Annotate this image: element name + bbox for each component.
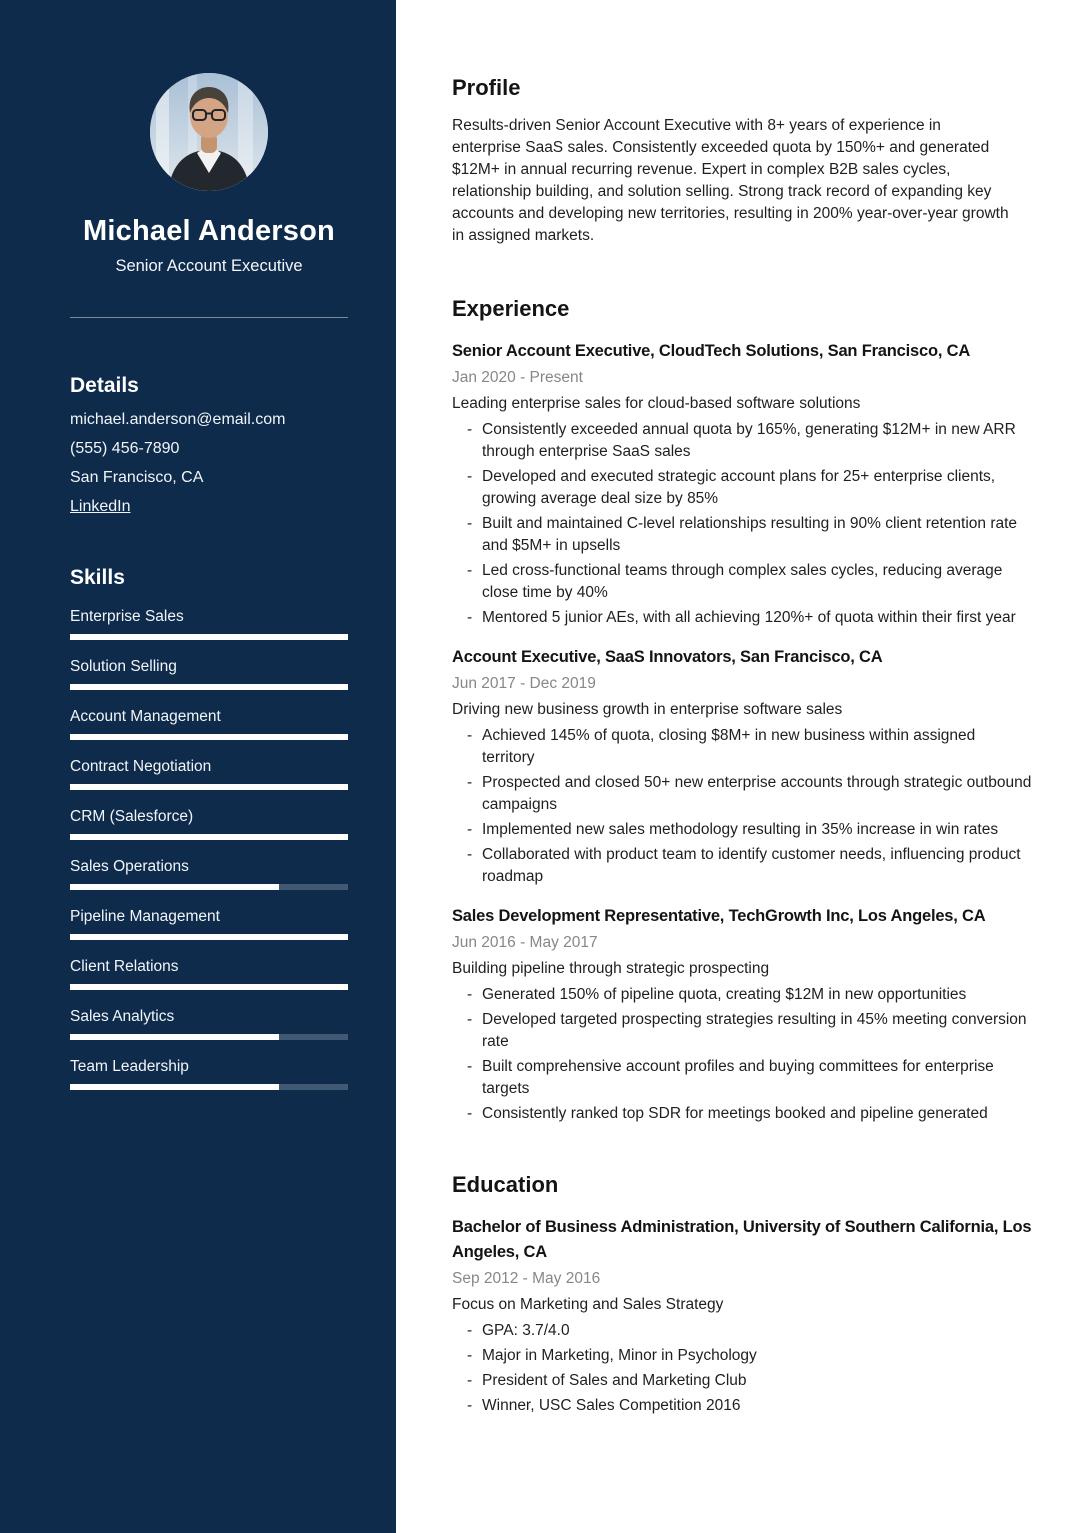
skill-bar-track	[70, 784, 348, 790]
skills-heading: Skills	[70, 566, 125, 589]
sidebar	[0, 0, 396, 1533]
skill-name: Sales Operations	[70, 858, 189, 875]
skill-bar-fill	[70, 884, 279, 890]
bullet-item: - GPA: 3.7/4.0	[452, 1320, 1032, 1342]
education-summary: Focus on Marketing and Sales Strategy	[452, 1296, 724, 1313]
education-section	[452, 1173, 1033, 1417]
job-entry	[452, 904, 1033, 1125]
skill-name: Client Relations	[70, 958, 179, 975]
bullet-item: - Implemented new sales methodology resulting in 35% increase in win rates	[452, 819, 1032, 841]
bullet-item: - Led cross-functional teams through complex sales cycles, reducing average close time by 40%	[452, 560, 1032, 604]
job-title: Senior Account Executive, CloudTech Solutions, San Francisco, CA	[452, 342, 971, 360]
skill-bar-fill	[70, 834, 348, 840]
bullet-item: - Consistently ranked top SDR for meetings booked and pipeline generated	[452, 1103, 1032, 1125]
sidebar-divider	[70, 317, 348, 318]
profile-heading: Profile	[452, 75, 521, 100]
job-bullets	[452, 419, 1032, 629]
job-summary: Driving new business growth in enterprise software sales	[452, 701, 843, 718]
skill-name: Team Leadership	[70, 1058, 189, 1075]
skill-bar-fill	[70, 784, 348, 790]
skill-bar-track	[70, 684, 348, 690]
skill-name: Solution Selling	[70, 658, 177, 675]
experience-heading: Experience	[452, 296, 570, 321]
job-title-text: Senior Account Executive	[115, 257, 303, 275]
job-title: Account Executive, SaaS Innovators, San Francisco, CA	[452, 648, 883, 666]
skill-name: Sales Analytics	[70, 1008, 175, 1025]
skill-item	[70, 707, 348, 740]
bullet-item: - Developed targeted prospecting strategies resulting in 45% meeting conversion rate	[452, 1009, 1032, 1053]
skill-bar-fill	[70, 1084, 279, 1090]
profile-photo	[150, 73, 268, 191]
job-dates: Jun 2016 - May 2017	[452, 934, 598, 951]
skill-item	[70, 607, 348, 640]
skill-name: Contract Negotiation	[70, 758, 212, 775]
skill-bar-track	[70, 734, 348, 740]
skill-bar-track	[70, 1084, 348, 1090]
job-summary: Building pipeline through strategic prospecting	[452, 960, 770, 977]
skill-bar-fill	[70, 984, 348, 990]
skill-item	[70, 1057, 348, 1090]
profile-section	[452, 76, 1033, 247]
skill-name: Account Management	[70, 708, 221, 725]
job-summary: Leading enterprise sales for cloud-based software solutions	[452, 395, 861, 412]
skill-bar-fill	[70, 684, 348, 690]
skill-bar-track	[70, 834, 348, 840]
phone-text: (555) 456-7890	[70, 440, 180, 457]
skill-item	[70, 957, 348, 990]
skill-item	[70, 807, 348, 840]
bullet-item: - Built and maintained C-level relationships resulting in 90% client retention rate and $5M+ in upsells	[452, 513, 1032, 557]
details-heading: Details	[70, 374, 139, 397]
skill-name: Pipeline Management	[70, 908, 220, 925]
job-bullets	[452, 725, 1032, 888]
person-photo-placeholder	[150, 73, 268, 191]
education-dates: Sep 2012 - May 2016	[452, 1270, 601, 1287]
bullet-item: - Generated 150% of pipeline quota, creating $12M in new opportunities	[452, 984, 1032, 1006]
profile-text: Results-driven Senior Account Executive with 8+ years of experience in enterprise SaaS sales. Consistently exceeded quota by 150%+ and generated $12M+ in annual recurring revenue. Expert in complex B2B sales cycles, relationship building, and solution selling. Strong track record of expanding key accounts and developing new territories, resulting in 200% year-over-year growth in assigned markets.	[452, 117, 1009, 244]
skill-item	[70, 907, 348, 940]
job-dates: Jun 2017 - Dec 2019	[452, 675, 596, 692]
bullet-item: - Prospected and closed 50+ new enterprise accounts through strategic outbound campaigns	[452, 772, 1032, 816]
education-heading: Education	[452, 1172, 559, 1197]
job-title: Sales Development Representative, TechGrowth Inc, Los Angeles, CA	[452, 907, 986, 925]
bullet-item: - President of Sales and Marketing Club	[452, 1370, 1032, 1392]
bullet-item: - Built comprehensive account profiles and buying committees for enterprise targets	[452, 1056, 1032, 1100]
skill-item	[70, 757, 348, 790]
skill-bar-fill	[70, 734, 348, 740]
education-bullets	[452, 1320, 1032, 1417]
skill-bar-track	[70, 884, 348, 890]
bullet-item: - Achieved 145% of quota, closing $8M+ in new business within assigned territory	[452, 725, 1032, 769]
skill-item	[70, 657, 348, 690]
job-bullets	[452, 984, 1032, 1125]
skill-bar-track	[70, 934, 348, 940]
job-entry	[452, 339, 1033, 629]
skill-item	[70, 857, 348, 890]
experience-section	[452, 297, 1033, 1125]
skill-bar-track	[70, 634, 348, 640]
skill-bar-fill	[70, 1034, 279, 1040]
bullet-item: - Mentored 5 junior AEs, with all achieving 120%+ of quota within their first year	[452, 607, 1032, 629]
education-entry	[452, 1215, 1033, 1417]
linkedin-link[interactable]: LinkedIn	[70, 498, 131, 515]
email-text: michael.anderson@email.com	[70, 411, 286, 428]
skill-bar-fill	[70, 634, 348, 640]
skill-name: Enterprise Sales	[70, 608, 184, 625]
skill-name: CRM (Salesforce)	[70, 808, 194, 825]
skill-item	[70, 1007, 348, 1040]
degree-title: Bachelor of Business Administration, University of Southern California, Los Angeles, CA	[452, 1218, 1032, 1261]
bullet-item: - Developed and executed strategic account plans for 25+ enterprise clients, growing average deal size by 85%	[452, 466, 1032, 510]
skill-bar-fill	[70, 934, 348, 940]
location-text: San Francisco, CA	[70, 469, 204, 486]
bullet-item: - Consistently exceeded annual quota by 165%, generating $12M+ in new ARR through enterprise SaaS sales	[452, 419, 1032, 463]
skill-bar-track	[70, 984, 348, 990]
skill-bar-track	[70, 1034, 348, 1040]
job-entry	[452, 645, 1033, 888]
bullet-item: - Major in Marketing, Minor in Psychology	[452, 1345, 1032, 1367]
name-heading: Michael Anderson	[83, 215, 335, 247]
job-dates: Jan 2020 - Present	[452, 369, 583, 386]
bullet-item: - Winner, USC Sales Competition 2016	[452, 1395, 1032, 1417]
bullet-item: - Collaborated with product team to identify customer needs, influencing product roadmap	[452, 844, 1032, 888]
main-content	[396, 0, 1080, 1533]
